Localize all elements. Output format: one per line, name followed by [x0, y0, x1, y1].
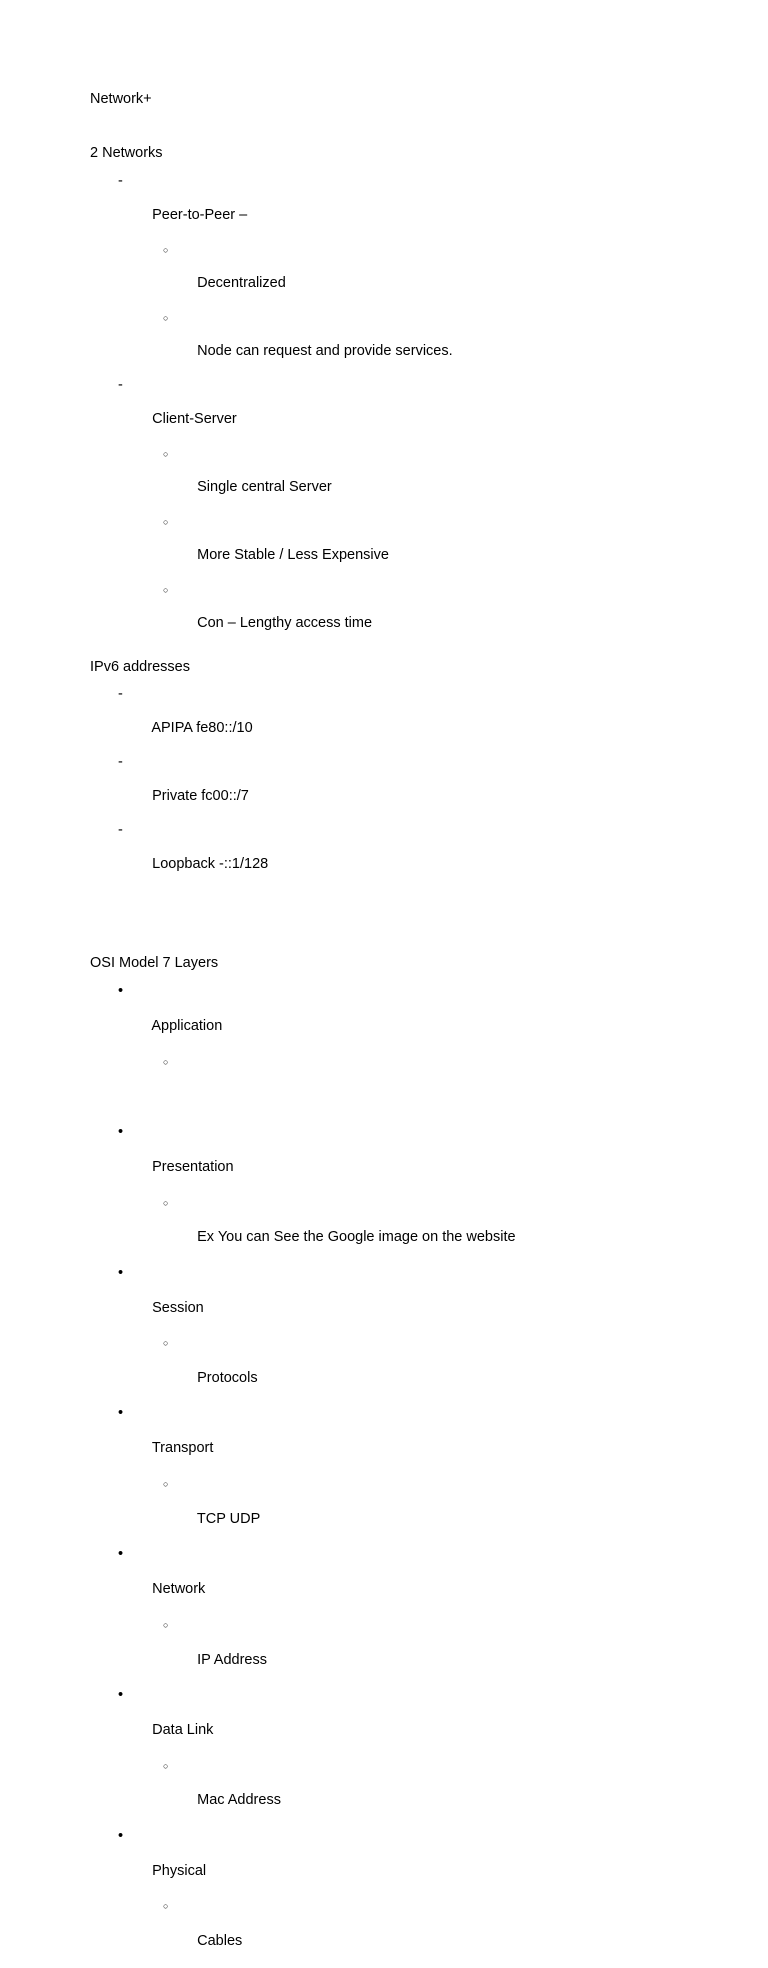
list-item	[90, 686, 698, 754]
bullet-dash-icon: -	[118, 686, 123, 702]
bullet-circle-icon: ○	[163, 1338, 169, 1349]
bullet-dot-icon: •	[118, 983, 124, 999]
bullet-circle-icon: ○	[163, 1479, 169, 1490]
document-section	[90, 955, 698, 1968]
bullet-dot-icon: •	[118, 1686, 124, 1703]
list-item-text: Node can request and provide services.	[197, 343, 453, 359]
bullet-circle-icon: ○	[163, 1197, 169, 1208]
list-item	[90, 1476, 698, 1546]
list-item-text: Data Link	[152, 1721, 214, 1738]
list-item	[90, 1757, 698, 1827]
list-item-text: Decentralized	[197, 275, 286, 291]
list-item	[90, 1898, 698, 1968]
document-section	[90, 145, 698, 649]
bullet-circle-icon: ○	[163, 1619, 169, 1630]
list-item	[90, 1265, 698, 1335]
list-item	[90, 309, 698, 377]
list-item-text: Loopback -::1/128	[152, 856, 269, 872]
list-item	[90, 1828, 698, 1898]
bullet-circle-icon: ○	[163, 584, 169, 595]
bullet-circle-icon: ○	[163, 516, 169, 527]
list-item-text: IP Address	[197, 1651, 267, 1668]
list-item-text: APIPA fe80::/10	[151, 720, 253, 736]
list-item	[90, 1546, 698, 1616]
list-item	[90, 1194, 698, 1264]
list-item	[90, 1053, 698, 1123]
list-item	[90, 754, 698, 822]
list-item-text: Private fc00::/7	[152, 788, 249, 804]
list-item-text: Mac Address	[197, 1792, 281, 1809]
bullet-dash-icon: -	[118, 822, 123, 838]
bullet-dash-icon: -	[118, 173, 123, 189]
bullet-dot-icon: •	[118, 1264, 124, 1281]
list-item-text: Physical	[152, 1862, 207, 1879]
bullet-circle-icon: ○	[163, 312, 169, 323]
list-item-text: More Stable / Less Expensive	[197, 547, 389, 563]
document-section	[90, 91, 698, 108]
list-item	[90, 377, 698, 445]
list-item	[90, 445, 698, 513]
section-heading: 2 Networks	[90, 145, 163, 161]
section-list	[90, 983, 698, 1968]
list-item	[90, 1687, 698, 1757]
list-item-text: Ex You can See the Google image on the website	[197, 1229, 516, 1246]
list-item	[90, 1124, 698, 1194]
section-list	[90, 686, 698, 890]
section-list	[90, 173, 698, 649]
list-item	[90, 581, 698, 649]
bullet-dot-icon: •	[118, 1546, 124, 1562]
list-item-text: TCP UDP	[196, 1510, 261, 1527]
list-item-text: Peer-to-Peer –	[152, 207, 248, 223]
bullet-circle-icon: ○	[163, 244, 169, 255]
list-item-text: Presentation	[152, 1158, 234, 1175]
list-item	[90, 173, 698, 241]
bullet-dot-icon: •	[118, 1405, 124, 1422]
bullet-circle-icon: ○	[163, 448, 169, 459]
list-item	[90, 822, 698, 890]
section-heading: Network+	[90, 91, 152, 107]
list-item-text: Network	[152, 1581, 206, 1598]
list-item-text: Cables	[197, 1933, 243, 1950]
list-item	[90, 513, 698, 581]
bullet-dash-icon: -	[118, 377, 123, 393]
list-item-text: Protocols	[197, 1370, 258, 1387]
document-content	[90, 91, 698, 1968]
bullet-dot-icon: •	[118, 1827, 124, 1844]
bullet-circle-icon: ○	[163, 1760, 169, 1771]
bullet-circle-icon: ○	[163, 1056, 169, 1067]
section-heading: OSI Model 7 Layers	[90, 955, 219, 971]
bullet-dash-icon: -	[118, 754, 123, 770]
bullet-dot-icon: •	[118, 1123, 124, 1140]
list-item-text: Con – Lengthy access time	[197, 615, 373, 631]
list-item	[90, 1405, 698, 1475]
list-item	[90, 1335, 698, 1405]
document-section	[90, 659, 698, 890]
bullet-circle-icon: ○	[163, 1901, 169, 1912]
list-item-text: Transport	[151, 1440, 214, 1457]
list-item-text: Application	[151, 1018, 223, 1035]
list-item	[90, 1616, 698, 1686]
list-item-text: Session	[152, 1299, 204, 1316]
list-item	[90, 241, 698, 309]
list-item-text: Single central Server	[197, 479, 332, 495]
list-item-text: Client-Server	[152, 411, 237, 427]
section-heading: IPv6 addresses	[90, 659, 190, 675]
